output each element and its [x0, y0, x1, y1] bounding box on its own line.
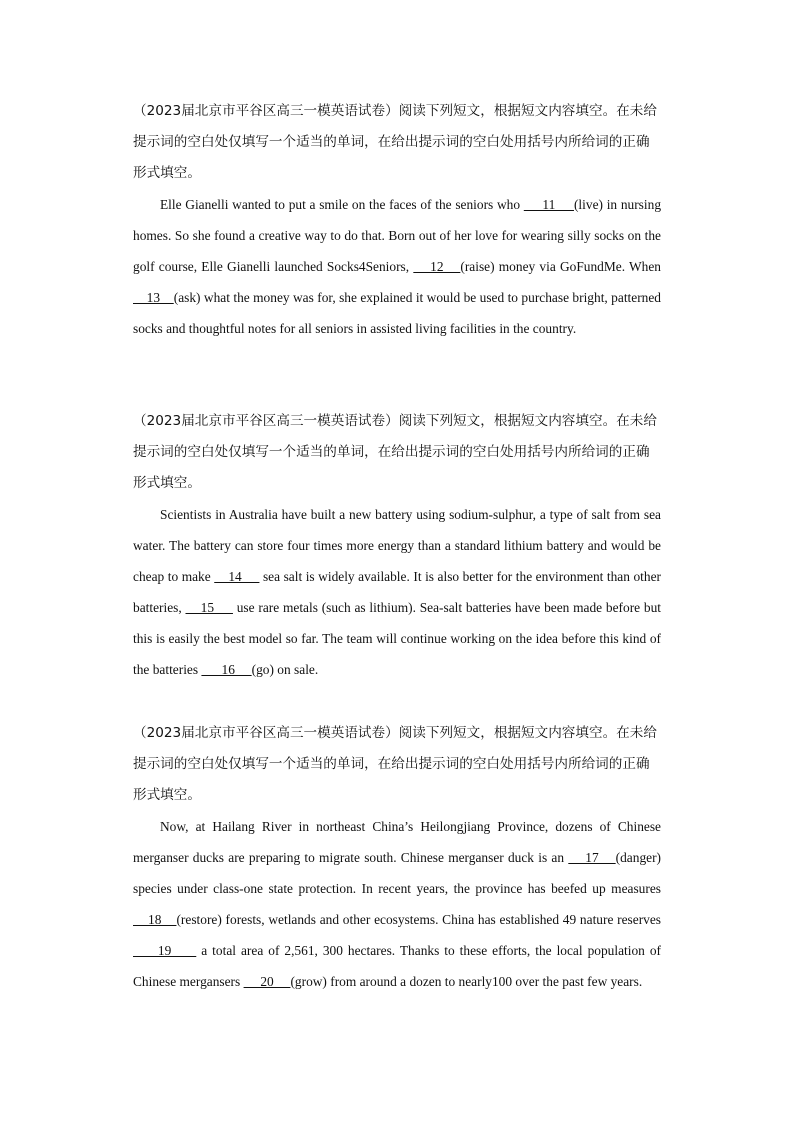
exercise-section-2	[133, 406, 661, 685]
exercise-section-1	[133, 96, 661, 344]
passage-segment: (danger) species under class-one state protection. In recent years, the province has beefed up measures	[133, 850, 662, 896]
passage-segment: Now, at Hailang River in northeast China’s Heilongjiang Province, dozens of Chinese merganser ducks are preparing to migrate south. Chinese merganser duck is an	[133, 819, 661, 865]
exercise-section-3	[133, 718, 661, 997]
answer-blank: 12	[413, 259, 461, 274]
passage-text	[133, 811, 661, 997]
answer-blank: 20	[243, 974, 291, 989]
passage-segment: (go) on sale.	[251, 662, 319, 677]
passage-segment: a total area of 2,561, 300 hectares. Thanks to these efforts, the local population of Chinese mergansers	[133, 943, 661, 989]
section-instruction: （2023届北京市平谷区高三一模英语试卷）阅读下列短文，根据短文内容填空。在未给提示词的空白处仅填写一个适当的单词，在给出提示词的空白处用括号内所给词的正确形式填空。	[133, 725, 657, 803]
passage-segment: (ask) what the money was for, she explained it would be used to purchase bright, patterned socks and thoughtful notes for all seniors in assisted living facilities in the country.	[133, 290, 661, 336]
section-instruction: （2023届北京市平谷区高三一模英语试卷）阅读下列短文，根据短文内容填空。在未给提示词的空白处仅填写一个适当的单词，在给出提示词的空白处用括号内所给词的正确形式填空。	[133, 103, 657, 181]
answer-blank: 19	[133, 943, 197, 958]
passage-text	[133, 499, 661, 685]
section-instruction: （2023届北京市平谷区高三一模英语试卷）阅读下列短文，根据短文内容填空。在未给提示词的空白处仅填写一个适当的单词，在给出提示词的空白处用括号内所给词的正确形式填空。	[133, 413, 657, 491]
passage-segment: (raise) money via GoFundMe. When	[460, 259, 662, 274]
answer-blank: 13	[133, 290, 174, 305]
passage-segment: use rare metals (such as lithium). Sea-salt batteries have been made before but this is easily the best model so far. The team will continue working on the idea before this kind of the batteries	[133, 600, 662, 677]
answer-blank: 15	[185, 600, 233, 615]
passage-segment: Elle Gianelli wanted to put a smile on the faces of the seniors who	[160, 197, 524, 212]
answer-blank: 16	[201, 662, 252, 677]
passage-segment: (grow) from around a dozen to nearly100 over the past few years.	[290, 974, 643, 989]
passage-segment: (live) in nursing homes. So she found a creative way to do that. Born out of her love for wearing silly socks on the golf course, Elle Gianelli launched Socks4Seniors,	[133, 197, 662, 274]
passage-segment: (restore) forests, wetlands and other ecosystems. China has established 49 nature reserves	[176, 912, 662, 927]
passage-segment: sea salt is widely available. It is also better for the environment than other batteries,	[133, 569, 661, 615]
answer-blank: 17	[568, 850, 616, 865]
answer-blank: 14	[214, 569, 260, 584]
passage-text	[133, 189, 661, 344]
passage-segment: Scientists in Australia have built a new battery using sodium-sulphur, a type of salt from sea water. The battery can store four times more energy than a standard lithium battery and would be cheap to make	[133, 507, 661, 584]
answer-blank: 11	[523, 197, 574, 212]
answer-blank: 18	[133, 912, 177, 927]
